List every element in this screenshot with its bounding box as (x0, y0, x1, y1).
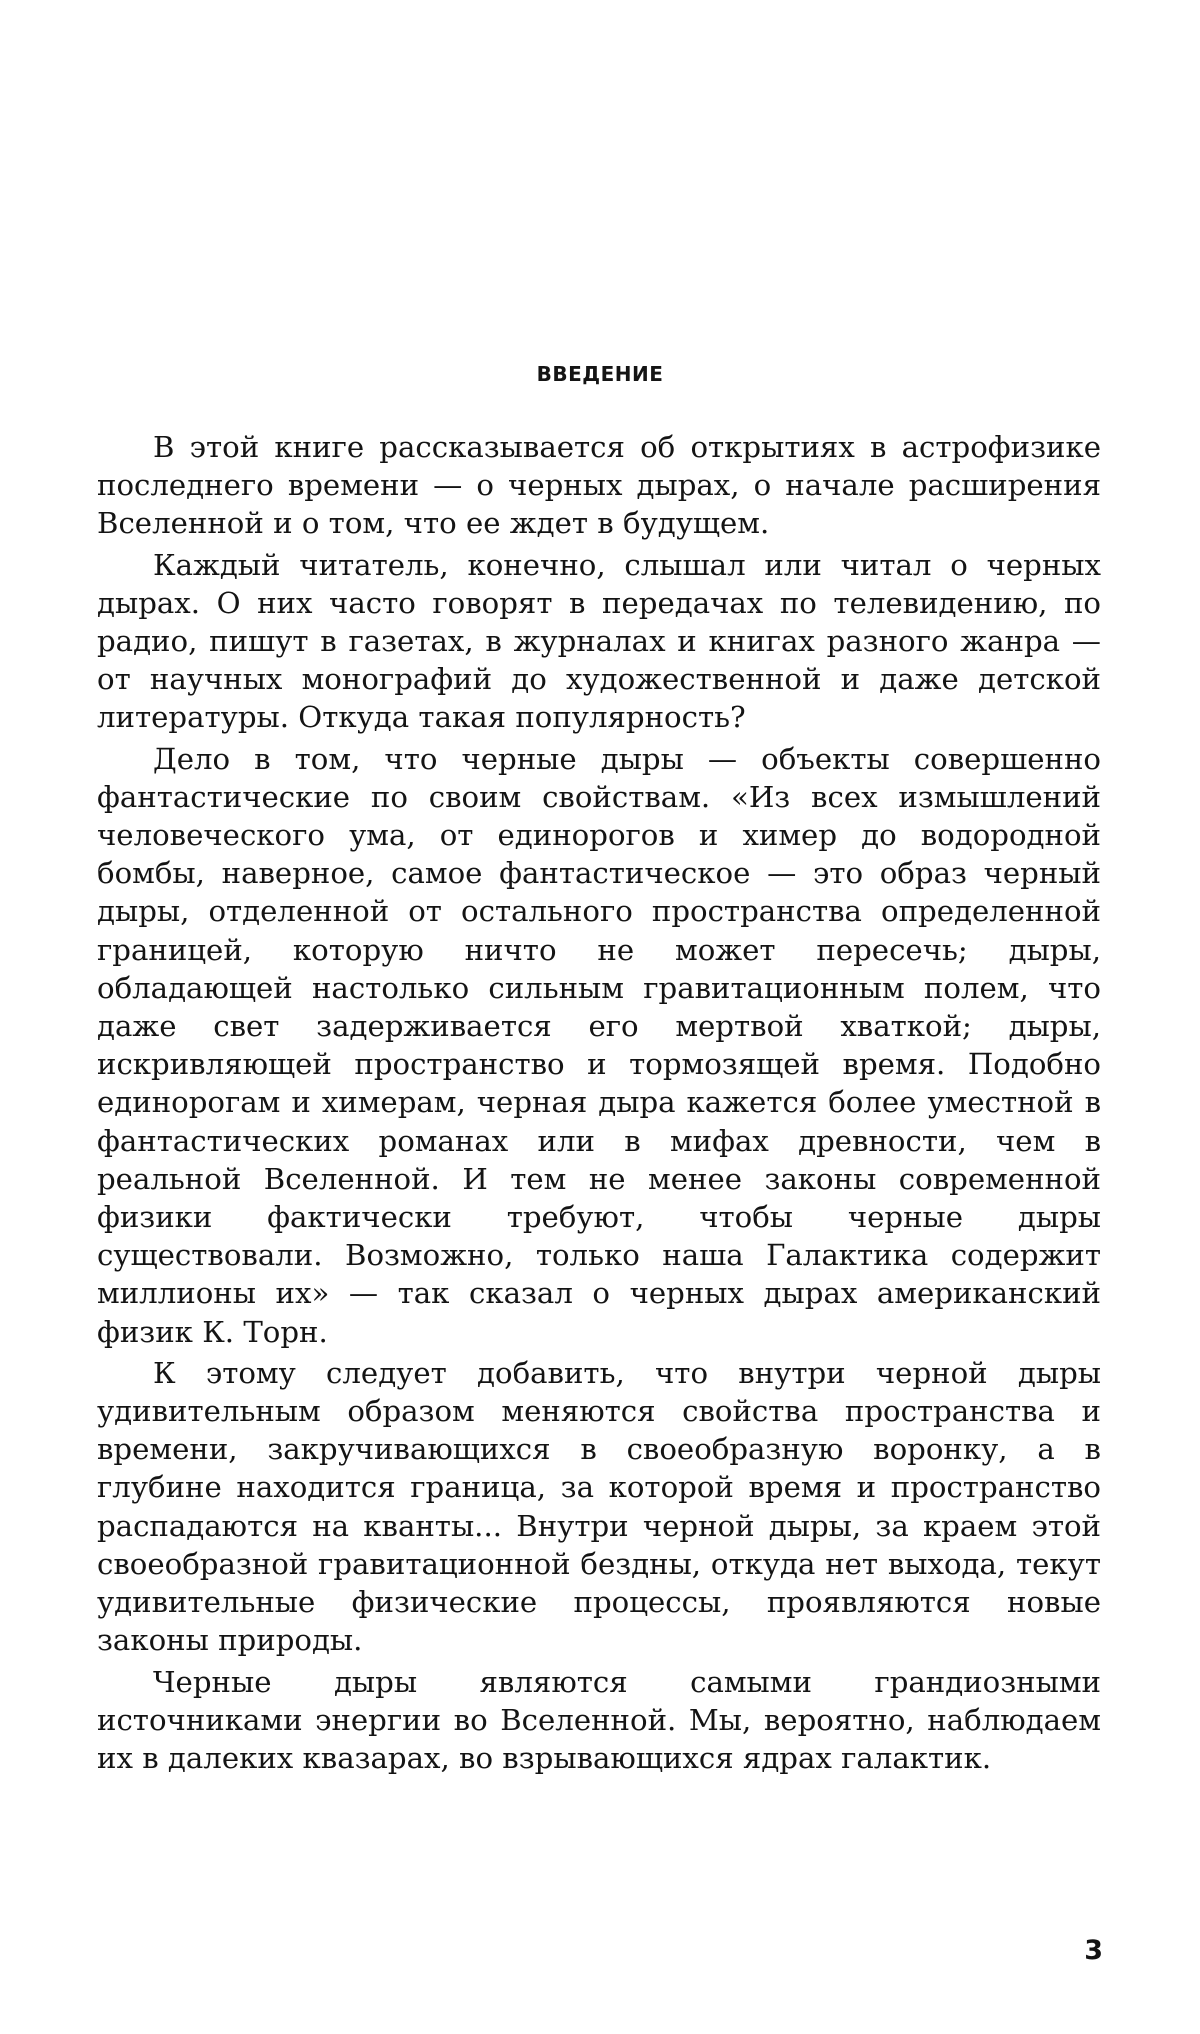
paragraph-3: Дело в том, что черные дыры — объекты совершенно фантастические по своим свойствам. «Из всех измышлений человеческого ума, от единорогов и химер до водородной бомбы, наверное, самое фантастическое — это образ черный дыры, отделенной от остального пространства определенной границей, которую ничто не может пересечь; дыры, обладающей настолько сильным гравитационным полем, что даже свет задерживается его мертвой хваткой; дыры, искривляющей пространство и тормозящей время. Подобно единорогам и химерам, черная дыра кажется более уместной в фантастических романах или в мифах древности, чем в реальной Вселенной. И тем не менее законы современной физики фактически требуют, чтобы черные дыры существовали. Возможно, только наша Галактика содержит миллионы их» — так сказал о черных дырах американский физик К. Торн. (97, 741, 1101, 1349)
paragraph-1: В этой книге рассказывается об открытиях в астрофизике последнего времени — о черных дырах, о начале расширения Вселенной и о том, что ее ждет в будущем. (97, 430, 1101, 541)
page-number: 3 (1084, 1935, 1103, 1966)
paragraph-4: К этому следует добавить, что внутри черной дыры удивительным образом меняются свойства пространства и времени, закручивающихся в своеобразную воронку, а в глубине находится граница, за которой время и пространство распадаются на кванты... Внутри черной дыры, за краем этой своеобразной гравитационной бездны, откуда нет выхода, текут удивительные физические процессы, проявляются новые законы природы. (97, 1355, 1101, 1658)
paragraph-2: Каждый читатель, конечно, слышал или читал о черных дырах. О них часто говорят в передачах по телевидению, по радио, пишут в газетах, в журналах и книгах разного жанра — от научных монографий до художественной и даже детской литературы. Откуда такая популярность? (97, 547, 1101, 735)
body-text (97, 428, 1101, 1780)
paragraph-5: Черные дыры являются самыми грандиозными источниками энергии во Вселенной. Мы, вероятно, наблюдаем их в далеких квазарах, во взрывающихся ядрах галактик. (97, 1664, 1101, 1775)
chapter-heading: ВВЕДЕНИЕ (536, 362, 664, 386)
